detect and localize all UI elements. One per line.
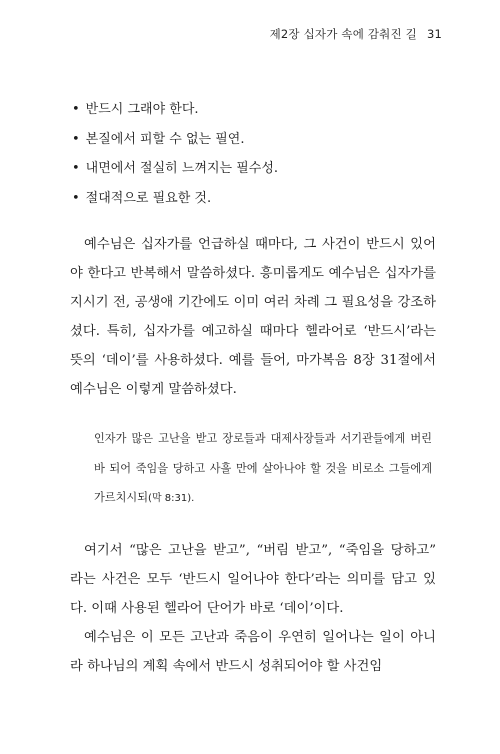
running-head [270, 26, 442, 42]
bullet-text: 반드시 그래야 한다. [85, 102, 199, 117]
bullet-dot-icon: • [72, 161, 80, 176]
bullet-text: 본질에서 피할 수 없는 필연. [85, 131, 245, 147]
page-number: 31 [426, 27, 442, 41]
bullet-dot-icon: • [72, 190, 80, 206]
bullet-item [72, 184, 432, 214]
body-paragraph-1: 예수님은 십자가를 언급하실 때마다, 그 사건이 반드시 있어야 한다고 반복해서 말씀하셨다. 흥미롭게도 예수님은 십자가를 지시기 전, 공생애 기간에도 이미 여러 차례 그 필요성을 강조하셨다. 특히, 십자가를 예고하실 때마다 헬라어로 ‘반드시’라는 뜻의 ‘데이’를 사용하셨다. 예를 들어, 마가복음 8장 31절에서 예수님은 이렇게 말씀하셨다. [70, 237, 436, 397]
chapter-title: 제2장 십자가 속에 감춰진 길 [269, 27, 417, 41]
body-paragraph-2: 여기서 “많은 고난을 받고”, “버림 받고”, “죽임을 당하고” 라는 사건은 모두 ‘반드시 일어나야 한다’라는 의미를 담고 있다. 이때 사용된 헬라어 단어가 바로 ‘데이’이다. [70, 543, 436, 616]
bullet-list [72, 95, 432, 213]
bullet-dot-icon: • [72, 102, 80, 117]
bullet-text: 절대적으로 필요한 것. [85, 190, 212, 206]
scripture-quote [94, 424, 432, 514]
bullet-item [72, 154, 432, 184]
quote-citation: (막 8:31). [148, 493, 195, 504]
bullet-dot-icon: • [72, 131, 80, 147]
bullet-item [72, 95, 432, 125]
quote-text: 인자가 많은 고난을 받고 장로들과 대제사장들과 서기관들에게 버린 바 되어 죽임을 당하고 사흘 만에 살아나야 할 것을 비로소 그들에게 가르치시되 [94, 432, 432, 504]
body-paragraph-3: 예수님은 이 모든 고난과 죽음이 우연히 일어나는 일이 아니라 하나님의 계획 속에서 반드시 성취되어야 할 사건임 [70, 630, 436, 674]
bullet-text: 내면에서 절실히 느껴지는 필수성. [85, 161, 279, 176]
bullet-item [72, 125, 432, 155]
